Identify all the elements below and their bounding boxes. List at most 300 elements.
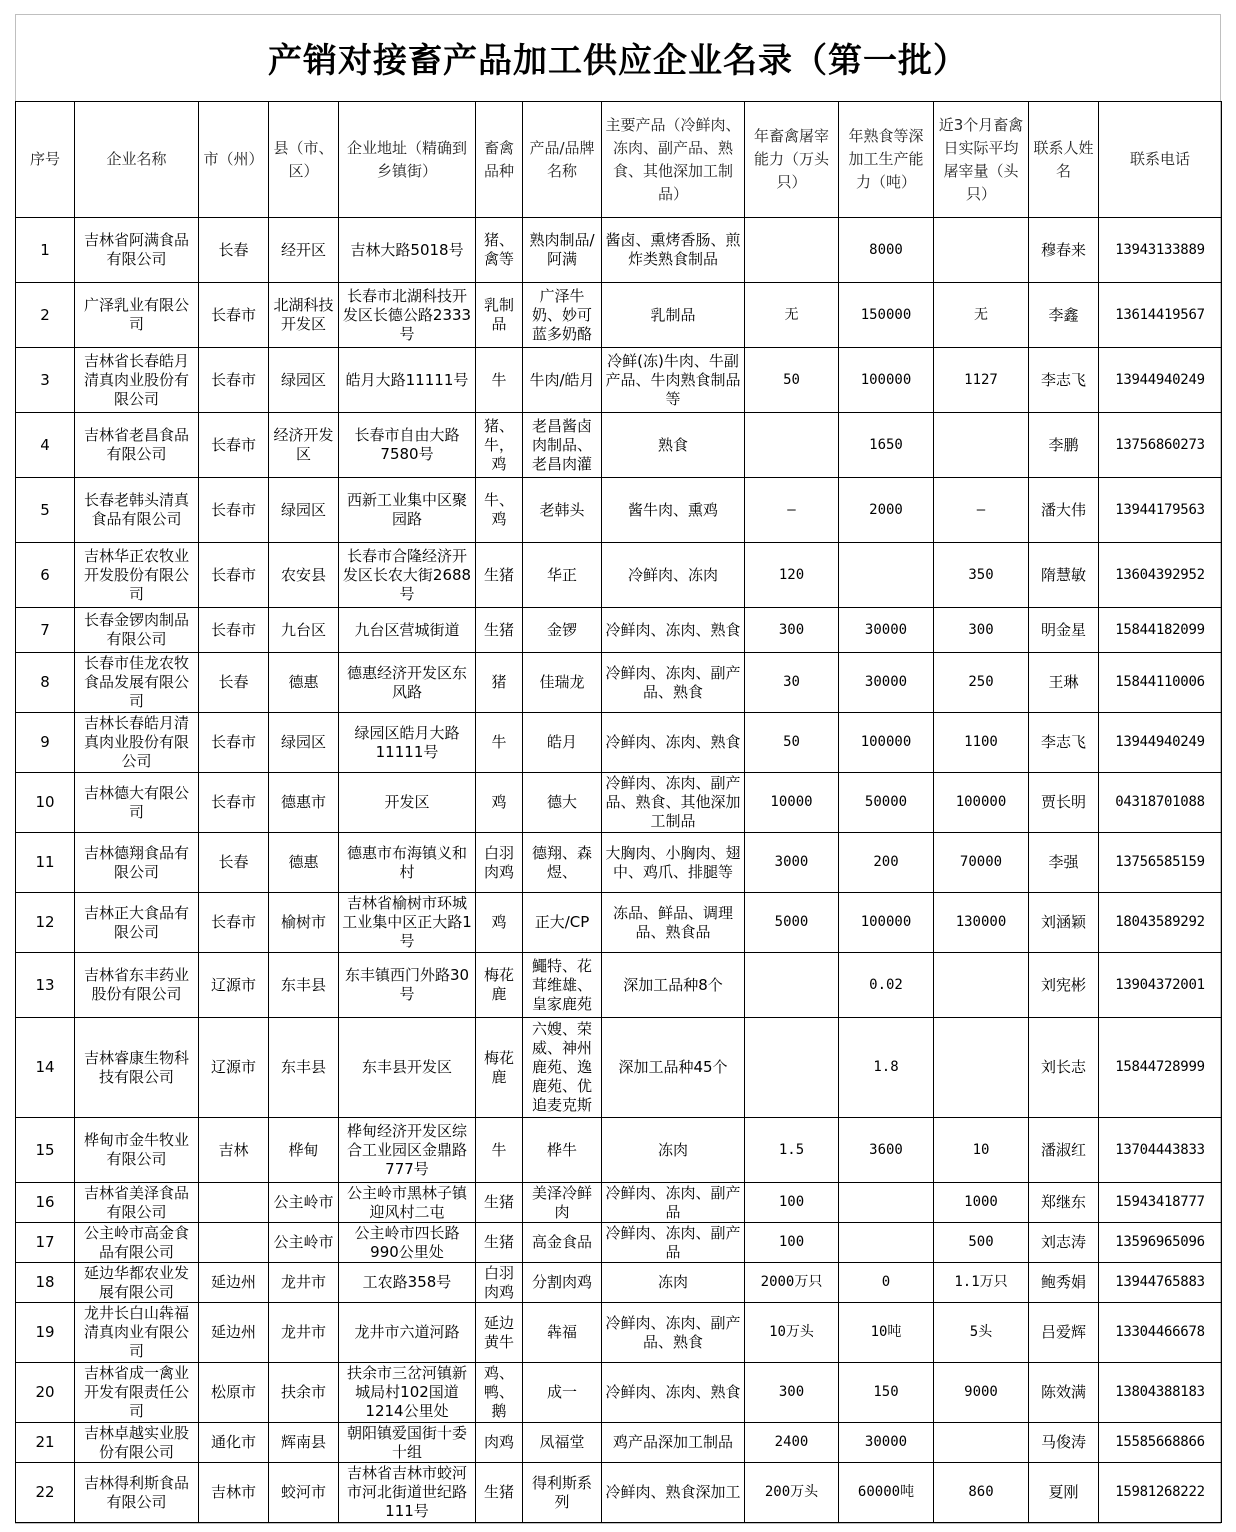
address-cell: 朝阳镇爱国街十委十组 [339, 1423, 476, 1463]
contact-name-cell: 夏刚 [1029, 1463, 1099, 1523]
seq-cell: 13 [16, 953, 75, 1018]
daily-slaughter-cell: 500 [934, 1223, 1029, 1263]
address-cell: 西新工业集中区聚园路 [339, 478, 476, 543]
seq-cell: 15 [16, 1118, 75, 1183]
table-row [16, 1223, 1222, 1263]
address-cell: 公主岭市四长路990公里处 [339, 1223, 476, 1263]
products-cell: 冻肉 [602, 1118, 745, 1183]
header-cell: 产品/品牌名称 [523, 102, 602, 218]
phone-cell: 13904372001 [1099, 953, 1222, 1018]
table-row [16, 218, 1222, 283]
slaughter-capacity-cell: 2400 [745, 1423, 839, 1463]
products-cell: 熟食 [602, 413, 745, 478]
seq-cell: 20 [16, 1363, 75, 1423]
city-cell: 长春 [199, 218, 269, 283]
seq-cell: 21 [16, 1423, 75, 1463]
species-cell: 白羽肉鸡 [476, 1263, 523, 1303]
address-cell: 龙井市六道河路 [339, 1303, 476, 1363]
city-cell: 长春市 [199, 478, 269, 543]
phone-cell: 13614419567 [1099, 283, 1222, 348]
brand-cell: 熟肉制品/阿满 [523, 218, 602, 283]
products-cell: 深加工品种45个 [602, 1018, 745, 1118]
header-cell: 近3个月畜禽日实际平均屠宰量（头只） [934, 102, 1029, 218]
contact-name-cell: 王琳 [1029, 653, 1099, 713]
daily-slaughter-cell: 250 [934, 653, 1029, 713]
phone-cell: 13304466678 [1099, 1303, 1222, 1363]
table-row [16, 653, 1222, 713]
species-cell: 乳制品 [476, 283, 523, 348]
products-cell: 冷鲜肉、冻肉、熟食 [602, 1363, 745, 1423]
company-name-cell: 吉林得利斯食品有限公司 [75, 1463, 199, 1523]
company-name-cell: 吉林卓越实业股份有限公司 [75, 1423, 199, 1463]
header-cell: 年畜禽屠宰能力（万头只） [745, 102, 839, 218]
company-name-cell: 吉林德翔食品有限公司 [75, 833, 199, 893]
brand-cell: 鱦特、花茸维雄、皇家鹿苑 [523, 953, 602, 1018]
seq-cell: 18 [16, 1263, 75, 1303]
company-name-cell: 吉林德大有限公司 [75, 773, 199, 833]
county-cell: 绿园区 [269, 478, 339, 543]
contact-name-cell: 穆春来 [1029, 218, 1099, 283]
brand-cell: 佳瑞龙 [523, 653, 602, 713]
seq-cell: 6 [16, 543, 75, 608]
company-name-cell: 吉林省长春皓月清真肉业股份有限公司 [75, 348, 199, 413]
table-row [16, 1018, 1222, 1118]
phone-cell: 04318701088 [1099, 773, 1222, 833]
seq-cell: 14 [16, 1018, 75, 1118]
table-row [16, 1118, 1222, 1183]
processing-capacity-cell: 2000 [839, 478, 934, 543]
slaughter-capacity-cell: 50 [745, 348, 839, 413]
table-row [16, 543, 1222, 608]
company-table [15, 101, 1222, 1523]
products-cell: 冷鲜肉、冻肉、副产品、熟食 [602, 1303, 745, 1363]
county-cell: 蛟河市 [269, 1463, 339, 1523]
address-cell: 公主岭市黑林子镇迎风村二屯 [339, 1183, 476, 1223]
slaughter-capacity-cell: 50 [745, 713, 839, 773]
county-cell: 农安县 [269, 543, 339, 608]
header-cell: 联系电话 [1099, 102, 1222, 218]
species-cell: 生猪 [476, 543, 523, 608]
slaughter-capacity-cell: 3000 [745, 833, 839, 893]
processing-capacity-cell: 200 [839, 833, 934, 893]
table-row [16, 1183, 1222, 1223]
daily-slaughter-cell [934, 413, 1029, 478]
table-row [16, 1363, 1222, 1423]
daily-slaughter-cell: 130000 [934, 893, 1029, 953]
table-row [16, 478, 1222, 543]
city-cell: 通化市 [199, 1423, 269, 1463]
contact-name-cell: 李志飞 [1029, 713, 1099, 773]
table-row [16, 1263, 1222, 1303]
county-cell: 绿园区 [269, 713, 339, 773]
daily-slaughter-cell: 1000 [934, 1183, 1029, 1223]
address-cell: 吉林省吉林市蛟河市河北街道世纪路111号 [339, 1463, 476, 1523]
address-cell: 九台区营城街道 [339, 608, 476, 653]
company-name-cell: 吉林省成一禽业开发有限责任公司 [75, 1363, 199, 1423]
slaughter-capacity-cell: — [745, 478, 839, 543]
seq-cell: 2 [16, 283, 75, 348]
header-cell: 序号 [16, 102, 75, 218]
table-row [16, 348, 1222, 413]
city-cell: 延边州 [199, 1303, 269, 1363]
processing-capacity-cell: 150 [839, 1363, 934, 1423]
processing-capacity-cell: 150000 [839, 283, 934, 348]
contact-name-cell: 刘长志 [1029, 1018, 1099, 1118]
address-cell: 长春市自由大路7580号 [339, 413, 476, 478]
seq-cell: 7 [16, 608, 75, 653]
city-cell: 长春市 [199, 413, 269, 478]
processing-capacity-cell: 8000 [839, 218, 934, 283]
contact-name-cell: 李强 [1029, 833, 1099, 893]
daily-slaughter-cell: 9000 [934, 1363, 1029, 1423]
products-cell: 酱卤、熏烤香肠、煎炸类熟食制品 [602, 218, 745, 283]
phone-cell: 13944765883 [1099, 1263, 1222, 1303]
slaughter-capacity-cell: 300 [745, 1363, 839, 1423]
species-cell: 梅花鹿 [476, 1018, 523, 1118]
table-row [16, 1423, 1222, 1463]
species-cell: 白羽肉鸡 [476, 833, 523, 893]
phone-cell: 13944179563 [1099, 478, 1222, 543]
company-name-cell: 龙井长白山犇福清真肉业有限公司 [75, 1303, 199, 1363]
brand-cell: 广泽牛奶、妙可蓝多奶酪 [523, 283, 602, 348]
city-cell: 长春 [199, 653, 269, 713]
seq-cell: 16 [16, 1183, 75, 1223]
address-cell: 绿园区皓月大路11111号 [339, 713, 476, 773]
slaughter-capacity-cell: 5000 [745, 893, 839, 953]
seq-cell: 19 [16, 1303, 75, 1363]
daily-slaughter-cell: 5头 [934, 1303, 1029, 1363]
header-cell: 县（市、区） [269, 102, 339, 218]
city-cell [199, 1223, 269, 1263]
species-cell: 牛 [476, 713, 523, 773]
address-cell: 德惠市布海镇义和村 [339, 833, 476, 893]
company-name-cell: 吉林睿康生物科技有限公司 [75, 1018, 199, 1118]
table-row [16, 283, 1222, 348]
address-cell: 德惠经济开发区东风路 [339, 653, 476, 713]
county-cell: 榆树市 [269, 893, 339, 953]
products-cell: 冷鲜肉、冻肉 [602, 543, 745, 608]
address-cell: 工农路358号 [339, 1263, 476, 1303]
processing-capacity-cell: 0 [839, 1263, 934, 1303]
species-cell: 鸡、鸭、鹅 [476, 1363, 523, 1423]
address-cell: 吉林大路5018号 [339, 218, 476, 283]
city-cell: 吉林市 [199, 1463, 269, 1523]
company-name-cell: 长春市佳龙农牧食品发展有限公司 [75, 653, 199, 713]
brand-cell: 正大/CP [523, 893, 602, 953]
contact-name-cell: 李志飞 [1029, 348, 1099, 413]
contact-name-cell: 贾长明 [1029, 773, 1099, 833]
daily-slaughter-cell: 10 [934, 1118, 1029, 1183]
species-cell: 生猪 [476, 1223, 523, 1263]
company-name-cell: 吉林省老昌食品有限公司 [75, 413, 199, 478]
products-cell: 乳制品 [602, 283, 745, 348]
contact-name-cell: 隋慧敏 [1029, 543, 1099, 608]
daily-slaughter-cell [934, 1423, 1029, 1463]
species-cell: 猪、禽等 [476, 218, 523, 283]
processing-capacity-cell: 30000 [839, 608, 934, 653]
table-row [16, 608, 1222, 653]
products-cell: 冷鲜肉、熟食深加工 [602, 1463, 745, 1523]
seq-cell: 4 [16, 413, 75, 478]
seq-cell: 17 [16, 1223, 75, 1263]
brand-cell: 六嫂、荣威、神州鹿苑、逸鹿苑、优追麦克斯 [523, 1018, 602, 1118]
products-cell: 冷鲜肉、冻肉、熟食 [602, 608, 745, 653]
seq-cell: 5 [16, 478, 75, 543]
contact-name-cell: 刘宪彬 [1029, 953, 1099, 1018]
slaughter-capacity-cell [745, 413, 839, 478]
daily-slaughter-cell [934, 218, 1029, 283]
table-row [16, 773, 1222, 833]
phone-cell: 15844110006 [1099, 653, 1222, 713]
city-cell: 长春市 [199, 543, 269, 608]
species-cell: 梅花鹿 [476, 953, 523, 1018]
brand-cell: 成一 [523, 1363, 602, 1423]
slaughter-capacity-cell: 1.5 [745, 1118, 839, 1183]
county-cell: 扶余市 [269, 1363, 339, 1423]
city-cell: 长春市 [199, 713, 269, 773]
city-cell: 长春市 [199, 348, 269, 413]
slaughter-capacity-cell [745, 1018, 839, 1118]
species-cell: 鸡 [476, 893, 523, 953]
seq-cell: 1 [16, 218, 75, 283]
contact-name-cell: 明金星 [1029, 608, 1099, 653]
contact-name-cell: 刘涵颖 [1029, 893, 1099, 953]
phone-cell: 13944940249 [1099, 713, 1222, 773]
county-cell: 经济开发区 [269, 413, 339, 478]
species-cell: 生猪 [476, 608, 523, 653]
table-row [16, 893, 1222, 953]
slaughter-capacity-cell: 100 [745, 1183, 839, 1223]
contact-name-cell: 李鑫 [1029, 283, 1099, 348]
brand-cell: 犇福 [523, 1303, 602, 1363]
header-cell: 企业地址（精确到乡镇街） [339, 102, 476, 218]
header-cell: 年熟食等深加工生产能力（吨） [839, 102, 934, 218]
daily-slaughter-cell: 70000 [934, 833, 1029, 893]
address-cell: 长春市合隆经济开发区长农大街2688号 [339, 543, 476, 608]
slaughter-capacity-cell: 300 [745, 608, 839, 653]
products-cell: 冷鲜(冻)牛肉、牛副产品、牛肉熟食制品等 [602, 348, 745, 413]
county-cell: 桦甸 [269, 1118, 339, 1183]
products-cell: 深加工品种8个 [602, 953, 745, 1018]
slaughter-capacity-cell: 无 [745, 283, 839, 348]
county-cell: 公主岭市 [269, 1183, 339, 1223]
species-cell: 肉鸡 [476, 1423, 523, 1463]
slaughter-capacity-cell [745, 218, 839, 283]
company-name-cell: 延边华都农业发展有限公司 [75, 1263, 199, 1303]
slaughter-capacity-cell: 200万头 [745, 1463, 839, 1523]
county-cell: 绿园区 [269, 348, 339, 413]
daily-slaughter-cell: 860 [934, 1463, 1029, 1523]
brand-cell: 金锣 [523, 608, 602, 653]
contact-name-cell: 鲍秀娟 [1029, 1263, 1099, 1303]
processing-capacity-cell: 3600 [839, 1118, 934, 1183]
contact-name-cell: 潘淑红 [1029, 1118, 1099, 1183]
company-name-cell: 广泽乳业有限公司 [75, 283, 199, 348]
processing-capacity-cell: 10吨 [839, 1303, 934, 1363]
contact-name-cell: 马俊涛 [1029, 1423, 1099, 1463]
county-cell: 经开区 [269, 218, 339, 283]
phone-cell: 13756585159 [1099, 833, 1222, 893]
daily-slaughter-cell: 350 [934, 543, 1029, 608]
table-row [16, 953, 1222, 1018]
company-name-cell: 吉林省阿满食品有限公司 [75, 218, 199, 283]
daily-slaughter-cell: 无 [934, 283, 1029, 348]
daily-slaughter-cell: — [934, 478, 1029, 543]
city-cell: 吉林 [199, 1118, 269, 1183]
seq-cell: 10 [16, 773, 75, 833]
processing-capacity-cell: 30000 [839, 1423, 934, 1463]
processing-capacity-cell: 30000 [839, 653, 934, 713]
header-cell: 主要产品（冷鲜肉、冻肉、副产品、熟食、其他深加工制品） [602, 102, 745, 218]
county-cell: 德惠市 [269, 773, 339, 833]
brand-cell: 美泽冷鲜肉 [523, 1183, 602, 1223]
address-cell: 东丰镇西门外路30号 [339, 953, 476, 1018]
species-cell: 猪、牛，鸡 [476, 413, 523, 478]
products-cell: 冷鲜肉、冻肉、副产品 [602, 1183, 745, 1223]
contact-name-cell: 刘志涛 [1029, 1223, 1099, 1263]
seq-cell: 9 [16, 713, 75, 773]
processing-capacity-cell: 100000 [839, 713, 934, 773]
species-cell: 鸡 [476, 773, 523, 833]
company-name-cell: 吉林华正农牧业开发股份有限公司 [75, 543, 199, 608]
species-cell: 牛、鸡 [476, 478, 523, 543]
city-cell: 辽源市 [199, 1018, 269, 1118]
processing-capacity-cell: 100000 [839, 893, 934, 953]
daily-slaughter-cell [934, 1018, 1029, 1118]
phone-cell: 13943133889 [1099, 218, 1222, 283]
phone-cell: 15844728999 [1099, 1018, 1222, 1118]
address-cell: 皓月大路11111号 [339, 348, 476, 413]
brand-cell: 分割肉鸡 [523, 1263, 602, 1303]
brand-cell: 德翔、森煜、 [523, 833, 602, 893]
processing-capacity-cell: 0.02 [839, 953, 934, 1018]
seq-cell: 3 [16, 348, 75, 413]
page-title: 产销对接畜产品加工供应企业名录（第一批） [268, 41, 968, 81]
company-name-cell: 吉林正大食品有限公司 [75, 893, 199, 953]
county-cell: 德惠 [269, 653, 339, 713]
phone-cell: 15844182099 [1099, 608, 1222, 653]
slaughter-capacity-cell: 2000万只 [745, 1263, 839, 1303]
county-cell: 东丰县 [269, 953, 339, 1018]
slaughter-capacity-cell: 10万头 [745, 1303, 839, 1363]
header-cell: 畜禽品种 [476, 102, 523, 218]
phone-cell: 13756860273 [1099, 413, 1222, 478]
address-cell: 扶余市三岔河镇新城局村102国道1214公里处 [339, 1363, 476, 1423]
products-cell: 酱牛肉、熏鸡 [602, 478, 745, 543]
city-cell: 长春市 [199, 773, 269, 833]
processing-capacity-cell: 100000 [839, 348, 934, 413]
species-cell: 生猪 [476, 1463, 523, 1523]
address-cell: 吉林省榆树市环城工业集中区正大路1号 [339, 893, 476, 953]
contact-name-cell: 陈效满 [1029, 1363, 1099, 1423]
phone-cell: 13604392952 [1099, 543, 1222, 608]
products-cell: 冻肉 [602, 1263, 745, 1303]
products-cell: 冻品、鲜品、调理品、熟食品 [602, 893, 745, 953]
company-name-cell: 吉林省美泽食品有限公司 [75, 1183, 199, 1223]
county-cell: 北湖科技开发区 [269, 283, 339, 348]
brand-cell: 华正 [523, 543, 602, 608]
company-name-cell: 吉林长春皓月清真肉业股份有限公司 [75, 713, 199, 773]
slaughter-capacity-cell [745, 953, 839, 1018]
contact-name-cell: 李鹏 [1029, 413, 1099, 478]
processing-capacity-cell: 1.8 [839, 1018, 934, 1118]
company-name-cell: 公主岭市高金食品有限公司 [75, 1223, 199, 1263]
phone-cell: 13944940249 [1099, 348, 1222, 413]
phone-cell: 13804388183 [1099, 1363, 1222, 1423]
city-cell: 延边州 [199, 1263, 269, 1303]
species-cell: 延边黄牛 [476, 1303, 523, 1363]
phone-cell: 13704443833 [1099, 1118, 1222, 1183]
company-name-cell: 长春老韩头清真食品有限公司 [75, 478, 199, 543]
header-cell: 企业名称 [75, 102, 199, 218]
brand-cell: 高金食品 [523, 1223, 602, 1263]
county-cell: 德惠 [269, 833, 339, 893]
seq-cell: 8 [16, 653, 75, 713]
daily-slaughter-cell: 100000 [934, 773, 1029, 833]
brand-cell: 桦牛 [523, 1118, 602, 1183]
county-cell: 龙井市 [269, 1303, 339, 1363]
header-cell: 联系人姓名 [1029, 102, 1099, 218]
phone-cell: 15943418777 [1099, 1183, 1222, 1223]
contact-name-cell: 潘大伟 [1029, 478, 1099, 543]
contact-name-cell: 郑继东 [1029, 1183, 1099, 1223]
brand-cell: 老韩头 [523, 478, 602, 543]
species-cell: 牛 [476, 348, 523, 413]
brand-cell: 老昌酱卤肉制品、老昌肉灌 [523, 413, 602, 478]
city-cell: 辽源市 [199, 953, 269, 1018]
header-cell: 市（州） [199, 102, 269, 218]
daily-slaughter-cell: 300 [934, 608, 1029, 653]
table-row [16, 713, 1222, 773]
county-cell: 九台区 [269, 608, 339, 653]
phone-cell: 15585668866 [1099, 1423, 1222, 1463]
address-cell: 东丰县开发区 [339, 1018, 476, 1118]
processing-capacity-cell [839, 1183, 934, 1223]
contact-name-cell: 吕爱辉 [1029, 1303, 1099, 1363]
species-cell: 生猪 [476, 1183, 523, 1223]
county-cell: 公主岭市 [269, 1223, 339, 1263]
processing-capacity-cell [839, 543, 934, 608]
seq-cell: 22 [16, 1463, 75, 1523]
daily-slaughter-cell: 1100 [934, 713, 1029, 773]
header-row [16, 102, 1222, 218]
slaughter-capacity-cell: 100 [745, 1223, 839, 1263]
company-name-cell: 桦甸市金牛牧业有限公司 [75, 1118, 199, 1183]
city-cell: 松原市 [199, 1363, 269, 1423]
county-cell: 辉南县 [269, 1423, 339, 1463]
slaughter-capacity-cell: 30 [745, 653, 839, 713]
slaughter-capacity-cell: 120 [745, 543, 839, 608]
slaughter-capacity-cell: 10000 [745, 773, 839, 833]
processing-capacity-cell: 50000 [839, 773, 934, 833]
products-cell: 冷鲜肉、冻肉、副产品、熟食 [602, 653, 745, 713]
products-cell: 冷鲜肉、冻肉、副产品、熟食、其他深加工制品 [602, 773, 745, 833]
table-row [16, 1463, 1222, 1523]
brand-cell: 德大 [523, 773, 602, 833]
species-cell: 猪 [476, 653, 523, 713]
processing-capacity-cell: 1650 [839, 413, 934, 478]
address-cell: 桦甸经济开发区综合工业园区金鼎路777号 [339, 1118, 476, 1183]
address-cell: 长春市北湖科技开发区长德公路2333号 [339, 283, 476, 348]
county-cell: 龙井市 [269, 1263, 339, 1303]
phone-cell: 18043589292 [1099, 893, 1222, 953]
table-row [16, 1303, 1222, 1363]
city-cell [199, 1183, 269, 1223]
products-cell: 冷鲜肉、冻肉、副产品 [602, 1223, 745, 1263]
daily-slaughter-cell: 1127 [934, 348, 1029, 413]
phone-cell: 15981268222 [1099, 1463, 1222, 1523]
products-cell: 大胸肉、小胸肉、翅中、鸡爪、排腿等 [602, 833, 745, 893]
